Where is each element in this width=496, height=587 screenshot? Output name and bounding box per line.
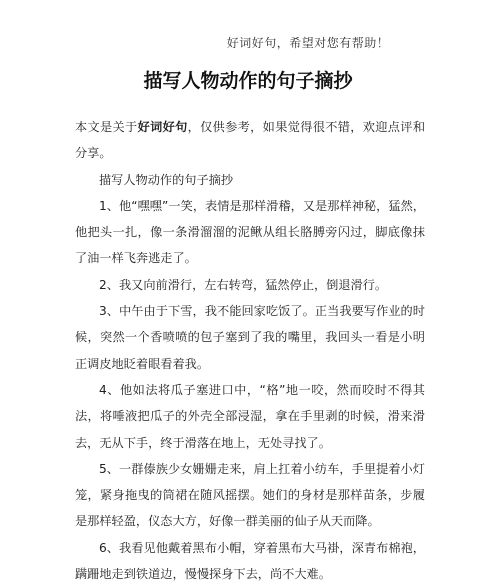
intro-prefix: 本文是关于 (75, 120, 138, 134)
sentence-paragraph-2: 2、我又向前滑行，左右转弯，猛然停止，倒退滑行。 (99, 277, 388, 292)
intro-suffix: ，仅供参考，如果觉得很不错，欢迎点评和分享。 (75, 120, 426, 161)
sentence-paragraph-6: 6、我看见他戴着黑布小帽，穿着黑布大马褂，深青布棉袍，蹒跚地走到铁道边，慢慢探身下去，尚不大难。 (75, 540, 425, 582)
page-title: 描写人物动作的句子摘抄 (143, 70, 353, 92)
sentence-paragraph-3: 3、中午由于下雪，我不能回家吃饭了。正当我要写作业的时候，突然一个香喷喷的包子塞到了我的嘴里，我回头一看是小明正调皮地眨着眼看着我。 (75, 304, 425, 371)
intro-paragraph (75, 114, 425, 167)
sentence-paragraph-1: 1、他“嘿嘿”一笑，表情是那样滑稽，又是那样神秘，猛然，他把头一扎，像一条滑溜溜的泥鳅从组长胳膊旁闪过，脚底像抹了油一样飞奔逃走了。 (75, 198, 425, 266)
sentence-paragraph-4: 4、他如法将瓜子塞进口中，“格”地一咬，然而咬时不得其法，将唾液把瓜子的外壳全部浸湿，拿在手里剥的时候，滑来滑去，无从下手，终于滑落在地上，无处寻找了。 (75, 382, 425, 450)
sentence-paragraph-5: 5、一群傣族少女姗姗走来，肩上扛着小纺车，手里提着小灯笼，紧身拖曳的筒裙在随风摇摆。她们的身材是那样苗条，步履是那样轻盈，仪态大方，好像一群美丽的仙子从天而降。 (75, 461, 425, 529)
intro-keyword: 好词好句 (137, 120, 188, 134)
header-note: 好词好句，希望对您有帮助！ (226, 36, 390, 50)
section-subtitle: 描写人物动作的句子摘抄 (99, 172, 234, 187)
article-body (75, 114, 425, 587)
